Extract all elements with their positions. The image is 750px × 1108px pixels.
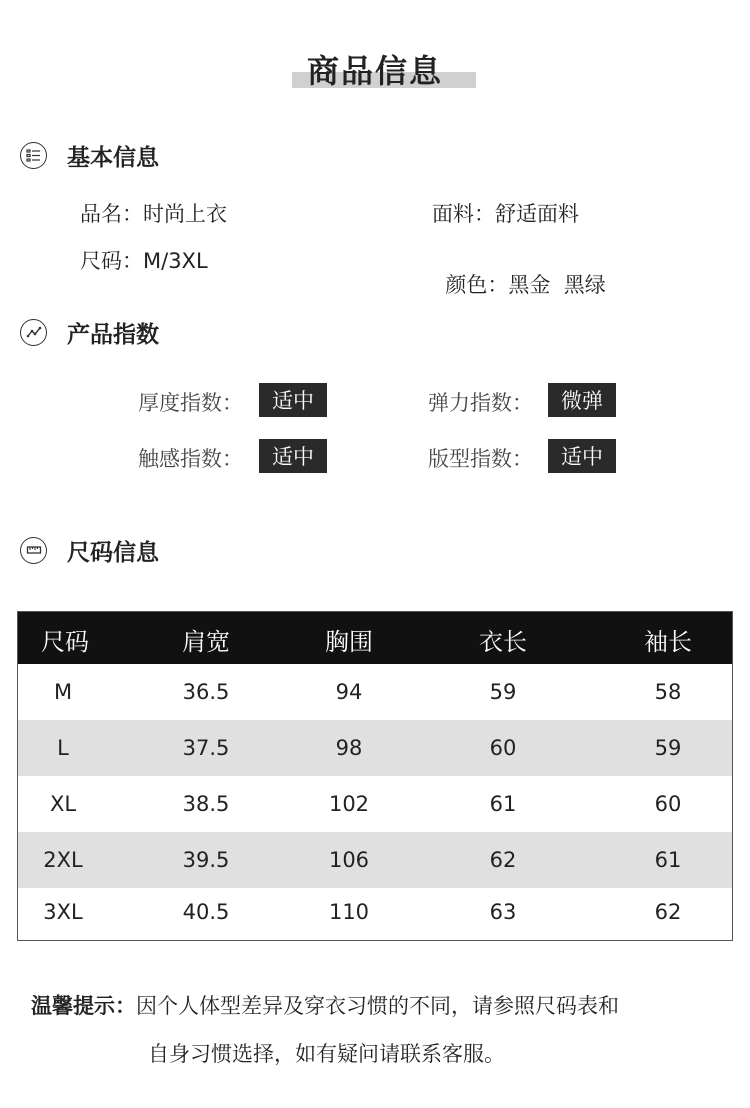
cell-chest: 98 — [335, 736, 363, 760]
cell-chest: 94 — [335, 680, 363, 704]
table-row — [18, 720, 732, 776]
section-product-index — [20, 316, 159, 348]
color-value: 黑金 黑绿 — [508, 273, 606, 297]
cell-shoulder: 39.5 — [182, 848, 230, 872]
cell-sleeve: 59 — [654, 736, 682, 760]
cell-sleeve: 62 — [654, 900, 682, 924]
cell-shoulder: 38.5 — [182, 792, 230, 816]
cell-size: 2XL — [43, 848, 83, 872]
table-row — [18, 664, 732, 720]
section-title: 基本信息 — [67, 144, 159, 171]
list-icon — [20, 142, 47, 169]
index-label-elasticity: 弹力指数： — [428, 391, 533, 415]
fabric — [432, 198, 579, 228]
column-header-length: 衣长 — [479, 628, 527, 656]
ruler-icon — [20, 537, 47, 564]
cell-length: 62 — [489, 848, 517, 872]
section-size-info — [20, 534, 159, 566]
cell-sleeve: 61 — [654, 848, 682, 872]
size-value: M/3XL — [143, 249, 208, 273]
index-label-touch: 触感指数： — [138, 447, 243, 471]
cell-sleeve: 60 — [654, 792, 682, 816]
product-name-label: 品名： — [80, 202, 143, 226]
product-name — [80, 198, 227, 228]
size-range — [80, 245, 208, 275]
fabric-value: 舒适面料 — [495, 202, 579, 226]
table-header — [18, 612, 732, 664]
color-label: 颜色： — [445, 273, 509, 297]
fabric-label: 面料： — [432, 202, 495, 226]
cell-length: 61 — [489, 792, 517, 816]
table-row — [18, 832, 732, 888]
index-tag-thickness: 适中 — [259, 383, 327, 417]
tip-label: 温馨提示： — [31, 994, 136, 1018]
size-label: 尺码： — [80, 249, 143, 273]
table-row — [18, 884, 732, 940]
section-title: 尺码信息 — [67, 539, 159, 566]
index-tag-touch: 适中 — [259, 439, 327, 473]
column-header-shoulder: 肩宽 — [182, 628, 230, 656]
index-tag-elasticity: 微弹 — [548, 383, 616, 417]
cell-shoulder: 37.5 — [182, 736, 230, 760]
cell-size: M — [53, 680, 73, 704]
cell-shoulder: 40.5 — [182, 900, 230, 924]
cell-chest: 106 — [328, 848, 370, 872]
index-tag-fit: 适中 — [548, 439, 616, 473]
tip-line-1 — [31, 990, 619, 1020]
section-basic-info — [20, 139, 159, 171]
color — [432, 245, 606, 299]
cell-length: 63 — [489, 900, 517, 924]
table-row — [18, 776, 732, 832]
cell-length: 59 — [489, 680, 517, 704]
index-label-fit: 版型指数： — [428, 447, 533, 471]
cell-sleeve: 58 — [654, 680, 682, 704]
tip-line-2: 自身习惯选择，如有疑问请联系客服。 — [148, 1042, 505, 1066]
trend-icon — [20, 319, 47, 346]
index-label-thickness: 厚度指数： — [138, 391, 243, 415]
product-name-value: 时尚上衣 — [143, 202, 227, 226]
cell-length: 60 — [489, 736, 517, 760]
cell-shoulder: 36.5 — [182, 680, 230, 704]
column-header-size: 尺码 — [41, 628, 89, 656]
tip-text-1: 因个人体型差异及穿衣习惯的不同，请参照尺码表和 — [136, 994, 619, 1018]
cell-chest: 102 — [328, 792, 370, 816]
column-header-chest: 胸围 — [325, 628, 373, 656]
column-header-sleeve: 袖长 — [644, 628, 692, 656]
cell-size: 3XL — [43, 900, 83, 924]
page-title-block — [0, 44, 750, 94]
size-table — [17, 611, 733, 941]
cell-size: L — [57, 736, 69, 760]
page-title: 商品信息 — [306, 52, 443, 90]
cell-size: XL — [49, 792, 77, 816]
section-title: 产品指数 — [67, 321, 159, 348]
cell-chest: 110 — [328, 900, 370, 924]
